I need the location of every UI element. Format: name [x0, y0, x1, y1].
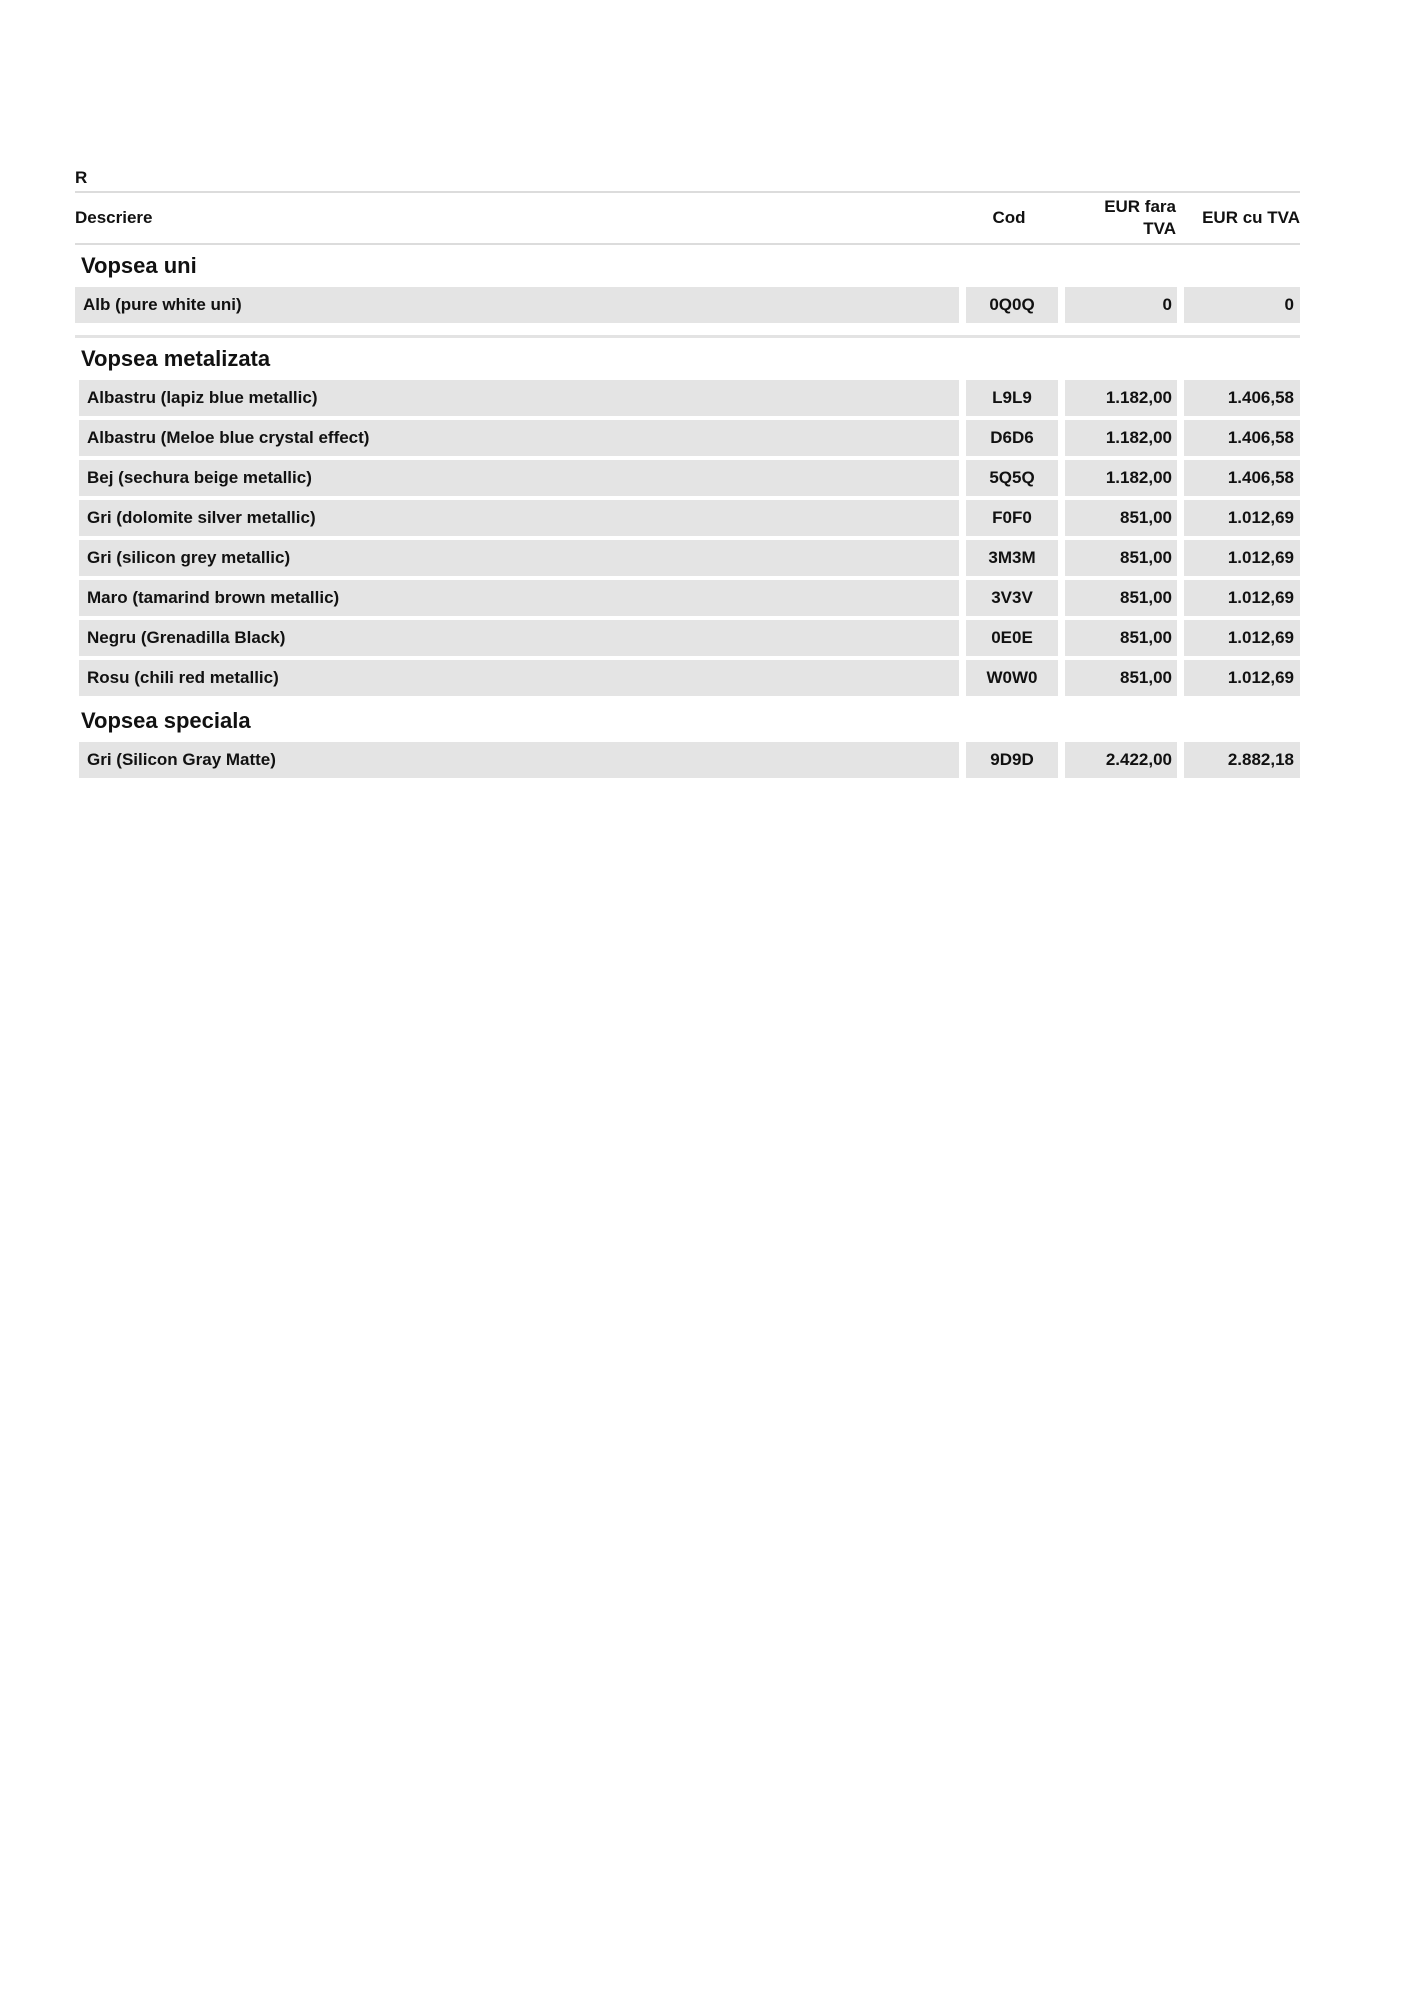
group-title: Vopsea speciala: [81, 708, 251, 733]
row-description: Negru (Grenadilla Black): [79, 620, 959, 656]
row-code: 3V3V: [966, 580, 1058, 616]
table-row: [75, 380, 1300, 416]
row-price-with-vat: 1.406,58: [1184, 460, 1300, 496]
row-price-without-vat: 851,00: [1065, 620, 1177, 656]
table-row: [75, 580, 1300, 616]
header-eur-without-vat-line2: TVA: [1143, 219, 1176, 238]
row-code: 9D9D: [966, 742, 1058, 778]
row-code: 0Q0Q: [966, 287, 1058, 323]
header-code: Cod: [992, 208, 1026, 227]
header-eur-without-vat-line1: EUR fara: [1104, 197, 1176, 216]
row-code: 3M3M: [966, 540, 1058, 576]
row-price-without-vat: 1.182,00: [1065, 460, 1177, 496]
table-row: [75, 540, 1300, 576]
row-price-without-vat: 0: [1065, 287, 1177, 323]
row-description: Maro (tamarind brown metallic): [79, 580, 959, 616]
row-description: Alb (pure white uni): [75, 287, 959, 323]
group-title: Vopsea uni: [81, 253, 197, 278]
row-price-without-vat: 851,00: [1065, 660, 1177, 696]
row-code: W0W0: [966, 660, 1058, 696]
row-price-with-vat: 1.012,69: [1184, 580, 1300, 616]
row-code: L9L9: [966, 380, 1058, 416]
row-price-with-vat: 1.012,69: [1184, 620, 1300, 656]
header-eur-with-vat: EUR cu TVA: [1202, 208, 1300, 227]
row-description: Gri (dolomite silver metallic): [79, 500, 959, 536]
row-price-with-vat: 1.012,69: [1184, 660, 1300, 696]
row-price-with-vat: 2.882,18: [1184, 742, 1300, 778]
section-letter: R: [75, 168, 88, 187]
group-vopsea-metalizata: [75, 338, 1300, 696]
table-row: [75, 287, 1300, 323]
row-code: D6D6: [966, 420, 1058, 456]
row-price-without-vat: 851,00: [1065, 500, 1177, 536]
row-code: 5Q5Q: [966, 460, 1058, 496]
group-title: Vopsea metalizata: [81, 346, 271, 371]
table-row: [75, 500, 1300, 536]
table-row: [75, 620, 1300, 656]
table-header: [75, 191, 1300, 245]
header-eur-without-vat: [1058, 196, 1182, 240]
row-price-without-vat: 851,00: [1065, 580, 1177, 616]
table-row: [75, 742, 1300, 778]
row-code: 0E0E: [966, 620, 1058, 656]
row-description: Albastru (Meloe blue crystal effect): [79, 420, 959, 456]
table-row: [75, 420, 1300, 456]
price-document: [75, 165, 1300, 782]
row-description: Gri (silicon grey metallic): [79, 540, 959, 576]
row-price-without-vat: 2.422,00: [1065, 742, 1177, 778]
row-description: Bej (sechura beige metallic): [79, 460, 959, 496]
row-price-with-vat: 1.012,69: [1184, 540, 1300, 576]
row-price-without-vat: 1.182,00: [1065, 380, 1177, 416]
group-vopsea-speciala: [75, 700, 1300, 778]
row-code: F0F0: [966, 500, 1058, 536]
table-row: [75, 660, 1300, 696]
row-price-with-vat: 1.406,58: [1184, 380, 1300, 416]
row-price-without-vat: 851,00: [1065, 540, 1177, 576]
group-vopsea-uni: [75, 245, 1300, 338]
row-description: Albastru (lapiz blue metallic): [79, 380, 959, 416]
row-description: Rosu (chili red metallic): [79, 660, 959, 696]
header-description: Descriere: [75, 208, 153, 227]
row-price-with-vat: 1.012,69: [1184, 500, 1300, 536]
row-description: Gri (Silicon Gray Matte): [79, 742, 959, 778]
table-row: [75, 460, 1300, 496]
row-price-with-vat: 1.406,58: [1184, 420, 1300, 456]
row-price-without-vat: 1.182,00: [1065, 420, 1177, 456]
row-price-with-vat: 0: [1184, 287, 1300, 323]
